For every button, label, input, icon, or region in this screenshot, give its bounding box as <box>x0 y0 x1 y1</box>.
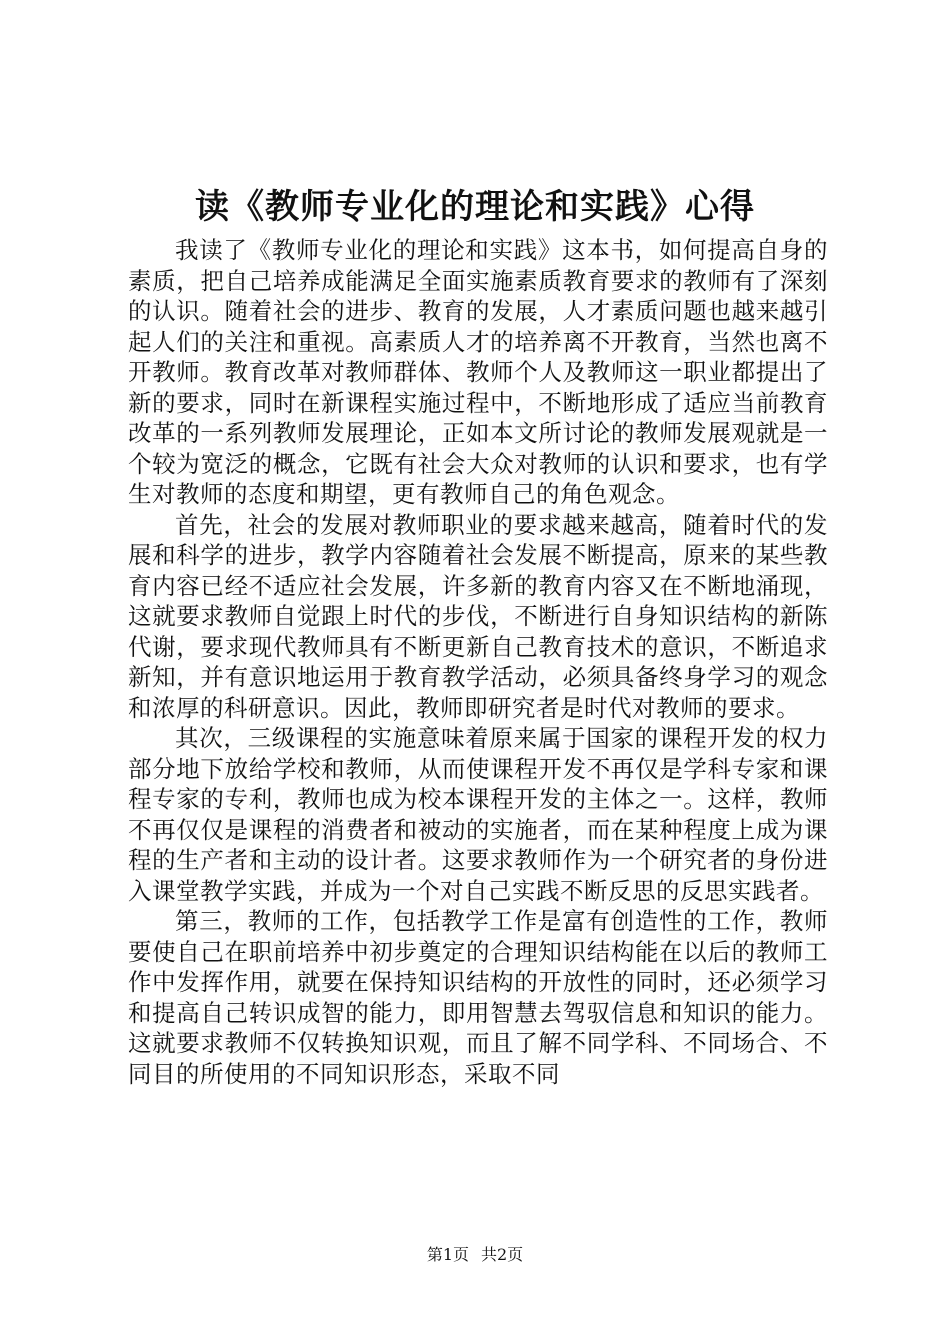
page-total: 共2页 <box>481 1245 524 1264</box>
paragraph-3: 其次，三级课程的实施意味着原来属于国家的课程开发的权力部分地下放给学校和教师，从而使课程开发不再仅是学科专家和课程专家的专利，教师也成为校本课程开发的主体之一。这样，教师不再仅仅是课程的消费者和被动的实施者，而在某种程度上成为课程的生产者和主动的设计者。这要求教师作为一个研究者的身份进入课堂教学实践，并成为一个对自己实践不断反思的反思实践者。 <box>128 724 828 905</box>
page-number: 第1页 <box>426 1245 469 1264</box>
page-footer <box>0 1244 950 1266</box>
document-body <box>128 235 828 1089</box>
paragraph-4: 第三，教师的工作，包括教学工作是富有创造性的工作，教师要使自己在职前培养中初步奠定的合理知识结构能在以后的教师工作中发挥作用，就要在保持知识结构的开放性的同时，还必须学习和提高自己转识成智的能力，即用智慧去驾驭信息和知识的能力。这就要求教师不仅转换知识观，而且了解不同学科、不同场合、不同目的所使用的不同知识形态，采取不同 <box>128 907 828 1088</box>
document-title: 读《教师专业化的理论和实践》心得 <box>195 187 755 227</box>
paragraph-2: 首先，社会的发展对教师职业的要求越来越高，随着时代的发展和科学的进步，教学内容随着社会发展不断提高，原来的某些教育内容已经不适应社会发展，许多新的教育内容又在不断地涌现，这就要求教师自觉跟上时代的步伐，不断进行自身知识结构的新陈代谢，要求现代教师具有不断更新自己教育技术的意识，不断追求新知，并有意识地运用于教育教学活动，必须具备终身学习的观念和浓厚的科研意识。因此，教师即研究者是时代对教师的要求。 <box>128 510 828 722</box>
paragraph-1: 我读了《教师专业化的理论和实践》这本书，如何提高自身的素质，把自己培养成能满足全面实施素质教育要求的教师有了深刻的认识。随着社会的进步、教育的发展，人才素质问题也越来越引起人们的关注和重视。高素质人才的培养离不开教育，当然也离不开教师。教育改革对教师群体、教师个人及教师这一职业都提出了新的要求，同时在新课程实施过程中，不断地形成了适应当前教育改革的一系列教师发展理论，正如本文所讨论的教师发展观就是一个较为宽泛的概念，它既有社会大众对教师的认识和要求，也有学生对教师的态度和期望，更有教师自己的角色观念。 <box>128 236 828 508</box>
